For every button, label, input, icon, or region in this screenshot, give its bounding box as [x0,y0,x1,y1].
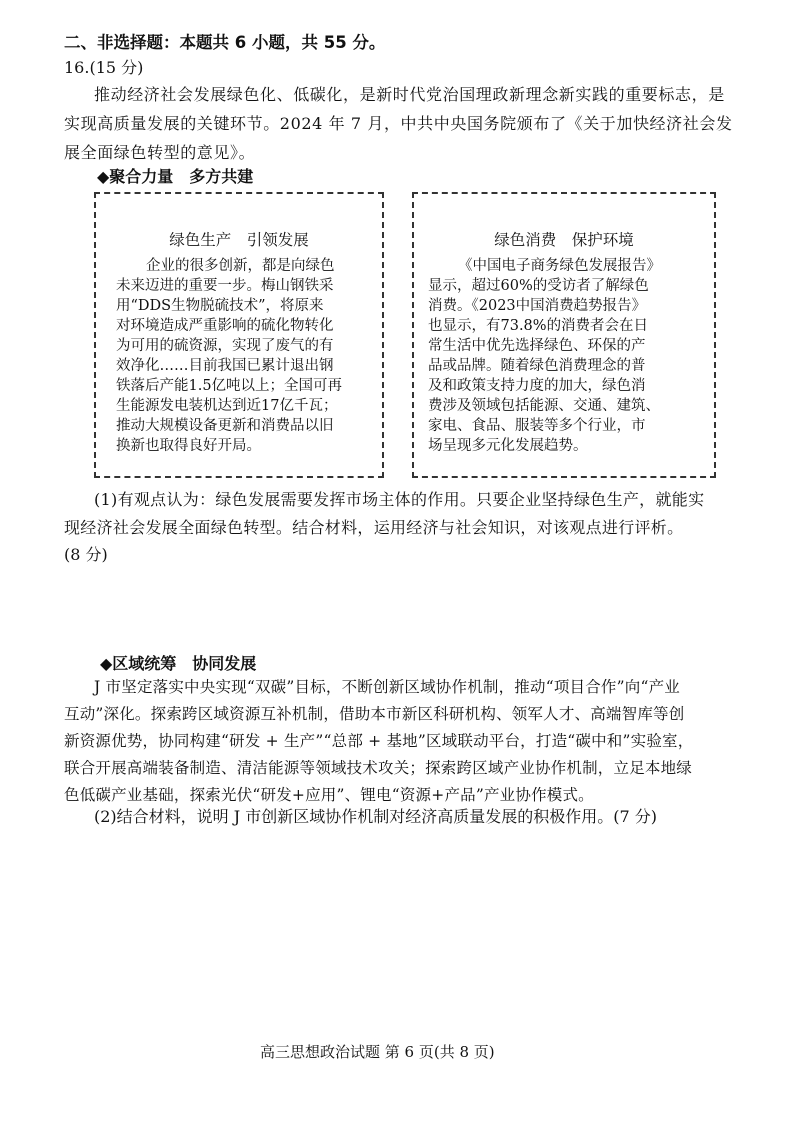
box-left-line: 企业的很多创新，都是向绿色 [146,258,335,274]
part2-line-1: J 市坚定落实中央实现“双碳”目标，不断创新区域协作机制，推动“项目合作”向“产业 [94,678,680,696]
page-footer: 高三思想政治试题 第 6 页(共 8 页) [260,1043,495,1061]
box-green-production [94,192,384,478]
box-left-line: 未来迈进的重要一步。梅山钢铁采 [116,278,334,294]
box-left-title: 绿色生产 引领发展 [169,231,309,249]
q1-score: (8 分) [64,545,108,564]
intro-line-2: 实现高质量发展的关键环节。2024 年 7 月，中共中央国务院颁布了《关于加快经济社会发 [64,114,733,133]
part2-line-4: 联合开展高端装备制造、清洁能源等领域技术攻关；探索跨区域产业协作机制，立足本地绿 [64,759,693,777]
box-right-line: 消费。《2023中国消费趋势报告》 [428,298,647,314]
box-left-line: 换新也取得良好开局。 [116,438,261,454]
intro-line-1: 推动经济社会发展绿色化、低碳化，是新时代党治国理政新理念新实践的重要标志，是 [94,85,725,104]
box-right-line: 也显示，有73.8%的消费者会在日 [428,318,649,334]
box-right-title: 绿色消费 保护环境 [494,231,634,249]
part2-line-5: 色低碳产业基础，探索光伏“研发+应用”、锂电“资源+产品”产业协作模式。 [64,786,594,804]
box-right-line: 品或品牌。随着绿色消费理念的普 [428,358,646,374]
box-right-line: 《中国电子商务绿色发展报告》 [458,258,661,274]
box-left-line: 对环境造成严重影响的硫化物转化 [116,318,334,334]
box-right-line: 常生活中优先选择绿色、环保的产 [428,338,646,354]
part2-line-2: 互动”深化。探索跨区域资源互补机制，借助本市新区科研机构、领军人才、高端智库等创 [64,705,685,723]
intro-line-3: 展全面绿色转型的意见》。 [64,143,256,162]
part2-line-3: 新资源优势，协同构建“研发 + 生产”“总部 + 基地”区域联动平台，打造“碳中和”实验室， [64,732,694,750]
box-left-line: 为可用的硫资源，实现了废气的有 [116,338,334,354]
box-right-line: 费涉及领域包括能源、交通、建筑、 [428,398,660,414]
q1-line-2: 现经济社会发展全面绿色转型。结合材料，运用经济与社会知识，对该观点进行评析。 [64,518,684,537]
part2-heading: ◆区域统筹 协同发展 [100,654,257,673]
question-number: 16.(15 分) [64,58,144,77]
q1-line-1: (1)有观点认为：绿色发展需要发挥市场主体的作用。只要企业坚持绿色生产，就能实 [94,490,705,509]
box-right-line: 场呈现多元化发展趋势。 [428,438,588,454]
box-green-consumption [412,192,716,478]
box-left-line: 推动大规模设备更新和消费品以旧 [116,418,334,434]
box-left-line: 生能源发电装机达到近17亿千瓦； [116,398,338,414]
section-header: 二、非选择题：本题共 6 小题，共 55 分。 [64,33,386,52]
box-left-line: 用“DDS生物脱硫技术”，将原来 [116,298,324,314]
box-right-line: 显示，超过60%的受访者了解绿色 [428,278,649,294]
box-right-line: 家电、食品、服装等多个行业，市 [428,418,646,434]
box-left-line: 铁落后产能1.5亿吨以上；全国可再 [116,378,343,394]
box-right-line: 及和政策支持力度的加大，绿色消 [428,378,646,394]
q2-line: (2)结合材料，说明 J 市创新区域协作机制对经济高质量发展的积极作用。(7 分) [94,807,658,826]
part1-heading: ◆聚合力量 多方共建 [97,167,254,186]
box-left-line: 效净化……目前我国已累计退出钢 [116,358,334,374]
